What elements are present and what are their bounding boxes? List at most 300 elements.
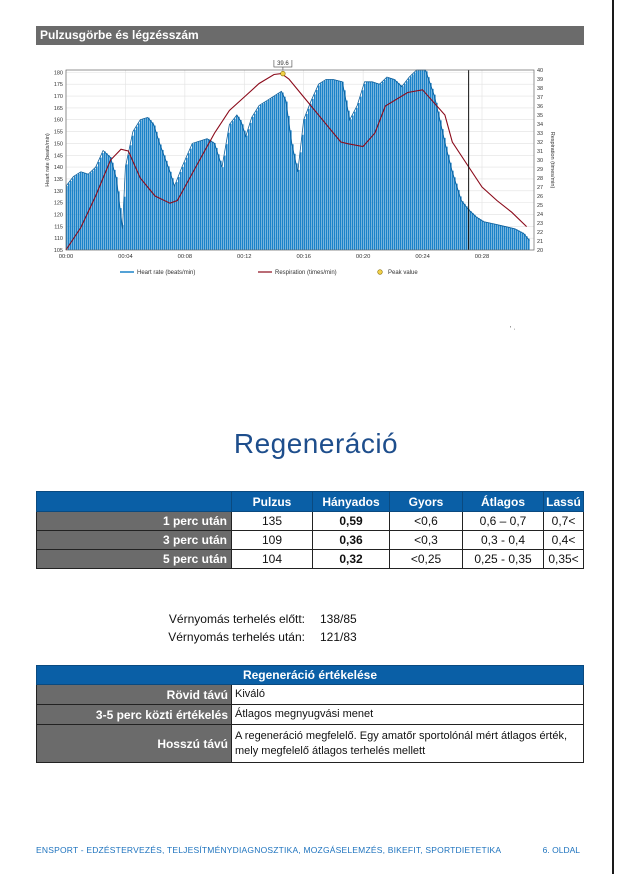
heart-rate-bar xyxy=(506,227,508,250)
heart-rate-bar xyxy=(328,79,330,250)
heart-rate-bar xyxy=(262,104,264,250)
header-gyors: Gyors xyxy=(390,492,463,512)
x-tick-label: 00:00 xyxy=(58,254,74,260)
heart-rate-bar xyxy=(108,155,110,250)
heart-rate-bar xyxy=(422,70,424,250)
heart-rate-bar xyxy=(218,154,220,250)
heart-rate-bar xyxy=(190,149,192,250)
heart-rate-bar xyxy=(286,102,288,250)
heart-rate-bar xyxy=(226,144,228,250)
heart-rate-bar xyxy=(492,224,494,250)
heart-rate-bar xyxy=(128,155,130,250)
heart-rate-bar xyxy=(396,81,398,250)
heart-rate-bar xyxy=(186,158,188,250)
heart-rate-bar xyxy=(322,82,324,250)
heart-rate-bar xyxy=(264,102,266,250)
legend-heart-rate-label: Heart rate (beats/min) xyxy=(137,270,196,276)
heart-rate-bar xyxy=(444,138,446,250)
heart-rate-bar xyxy=(142,119,144,250)
y-left-tick-label: 140 xyxy=(53,165,63,172)
heart-rate-bar xyxy=(312,99,314,250)
heart-rate-bar xyxy=(392,79,394,250)
heart-rate-bar xyxy=(288,116,290,250)
heart-rate-bar xyxy=(240,120,242,250)
y-right-tick-label: 32 xyxy=(537,140,544,146)
heart-rate-bar xyxy=(412,74,414,250)
heart-rate-bar xyxy=(378,84,380,250)
y-left-tick-label: 110 xyxy=(54,236,63,243)
heart-rate-bar xyxy=(440,120,442,250)
heart-rate-bar xyxy=(350,119,352,250)
heart-rate-bar xyxy=(276,95,278,250)
heart-rate-bar xyxy=(140,120,142,250)
bp-before-row xyxy=(165,612,425,628)
heart-rate-bar xyxy=(92,171,94,250)
heart-rate-bar xyxy=(438,112,440,250)
eval-value: Kiváló xyxy=(232,685,584,705)
heart-rate-bar xyxy=(326,79,328,250)
heart-rate-bar xyxy=(80,172,82,250)
heart-rate-bar xyxy=(424,70,426,250)
table-row xyxy=(37,550,584,569)
heart-rate-bar xyxy=(182,167,184,250)
atlagos-cell: 0,25 - 0,35 xyxy=(463,550,544,569)
heart-rate-bar xyxy=(456,184,458,250)
y-right-tick-label: 21 xyxy=(537,239,544,245)
heart-rate-bar xyxy=(236,116,238,250)
table-row xyxy=(37,531,584,550)
heart-rate-bar xyxy=(454,177,456,250)
heart-rate-bar xyxy=(474,215,476,250)
heart-rate-bar xyxy=(302,135,304,250)
eval-header-row xyxy=(37,666,584,685)
heart-rate-bar xyxy=(404,84,406,250)
heart-rate-bar xyxy=(520,232,522,250)
heart-rate-bar xyxy=(426,71,428,250)
heart-rate-bar xyxy=(256,111,258,250)
heart-rate-bar xyxy=(168,166,170,250)
heart-rate-bar xyxy=(104,151,106,250)
y-right-tick-label: 29 xyxy=(537,167,544,173)
heart-rate-bar xyxy=(172,178,174,250)
heart-rate-bar xyxy=(146,118,148,250)
heart-rate-bar xyxy=(398,83,400,250)
heart-rate-bar xyxy=(490,223,492,250)
heart-rate-bar xyxy=(466,206,468,250)
heart-rate-bar xyxy=(296,163,298,250)
y-right-tick-label: 23 xyxy=(537,221,544,227)
heart-rate-bar xyxy=(476,217,478,250)
row-label: 3 perc után xyxy=(37,531,232,550)
heart-rate-bar xyxy=(110,157,112,250)
y-left-tick-label: 145 xyxy=(53,153,63,160)
heart-rate-bar xyxy=(516,229,518,250)
row-label: 1 perc után xyxy=(37,512,232,531)
heart-rate-bar xyxy=(470,211,472,250)
heart-rate-bar xyxy=(338,81,340,250)
section-title: Pulzusgörbe és légzésszám xyxy=(36,26,584,45)
eval-label: Hosszú távú xyxy=(37,725,232,763)
heart-rate-bar xyxy=(410,76,412,250)
header-lassu: Lassú xyxy=(544,492,584,512)
heart-rate-bar xyxy=(366,82,368,250)
heart-rate-bar xyxy=(360,97,362,250)
heart-rate-bar xyxy=(208,139,210,250)
stray-mark: ' · xyxy=(510,326,516,333)
heart-rate-bar xyxy=(496,224,498,250)
heart-rate-bar xyxy=(358,103,360,250)
heart-rate-bar xyxy=(460,196,462,250)
heart-rate-bar xyxy=(500,225,502,250)
row-label: 5 perc után xyxy=(37,550,232,569)
heart-rate-bar xyxy=(242,124,244,250)
heart-rate-bar xyxy=(76,175,78,250)
heart-rate-bar xyxy=(114,170,116,250)
heart-rate-bar xyxy=(308,109,310,250)
atlagos-cell: 0,3 - 0,4 xyxy=(463,531,544,550)
bp-after-label: Vérnyomás terhelés után: xyxy=(168,630,305,644)
heart-rate-bar xyxy=(282,93,284,250)
legend-peak-label: Peak value xyxy=(388,270,418,276)
y-right-tick-label: 34 xyxy=(537,122,544,128)
header-pulzus: Pulzus xyxy=(232,492,313,512)
heart-rate-bar xyxy=(86,173,88,250)
hanyados-cell: 0,36 xyxy=(313,531,390,550)
heart-rate-bar xyxy=(432,89,434,250)
heart-rate-bar xyxy=(234,119,236,250)
lassu-cell: 0,4< xyxy=(544,531,584,550)
heart-rate-bar xyxy=(452,171,454,250)
y-right-tick-label: 35 xyxy=(537,113,544,119)
y-left-tick-label: 130 xyxy=(53,188,63,195)
heart-rate-bar xyxy=(306,114,308,250)
y-left-tick-label: 155 xyxy=(53,129,63,136)
heart-rate-bar xyxy=(154,126,156,250)
y-right-tick-label: 39 xyxy=(537,77,544,83)
heart-rate-bar xyxy=(512,228,514,250)
heart-rate-bar xyxy=(300,152,302,250)
bp-before-label: Vérnyomás terhelés előtt: xyxy=(168,612,305,626)
heart-rate-bar xyxy=(290,130,292,250)
heart-rate-bar xyxy=(214,143,216,250)
heart-rate-bar xyxy=(380,84,382,250)
heart-rate-bar xyxy=(362,90,364,250)
heart-rate-bar xyxy=(478,218,480,250)
heart-rate-bar xyxy=(164,155,166,250)
heart-rate-bar xyxy=(266,101,268,250)
x-tick-label: 00:12 xyxy=(237,254,252,260)
heart-rate-bar xyxy=(446,147,448,250)
heart-rate-respiration-chart xyxy=(40,60,560,285)
bp-after-row xyxy=(165,630,425,646)
heart-rate-bar xyxy=(418,70,420,250)
heart-rate-bar xyxy=(352,115,354,250)
x-tick-label: 00:04 xyxy=(118,254,133,260)
heart-rate-bar xyxy=(342,82,344,250)
heart-rate-bar xyxy=(356,108,358,250)
y-right-tick-label: 24 xyxy=(537,212,544,218)
heart-rate-bar xyxy=(324,81,326,250)
heart-rate-bar xyxy=(224,156,226,250)
y-right-tick-label: 37 xyxy=(537,95,544,101)
heart-rate-bar xyxy=(102,153,104,250)
y-left-tick-label: 180 xyxy=(53,70,63,77)
heart-rate-bar xyxy=(274,96,276,250)
table-row xyxy=(37,512,584,531)
heart-rate-bar xyxy=(354,112,356,250)
heart-rate-bar xyxy=(488,223,490,250)
heart-rate-bar xyxy=(428,77,430,250)
heart-rate-bar xyxy=(68,184,70,250)
y-right-tick-label: 40 xyxy=(537,68,544,74)
y-right-axis-label: Respiration (times/min) xyxy=(549,131,555,189)
heart-rate-bar xyxy=(524,234,526,250)
heart-rate-bar xyxy=(510,228,512,250)
heart-rate-bar xyxy=(334,80,336,250)
legend-peak-swatch xyxy=(378,270,383,275)
heart-rate-bar xyxy=(206,139,208,250)
heart-rate-bar xyxy=(112,163,114,250)
heart-rate-bar xyxy=(408,79,410,250)
y-left-tick-label: 165 xyxy=(53,105,63,112)
heart-rate-bar xyxy=(400,85,402,250)
y-left-tick-label: 135 xyxy=(53,176,63,183)
heart-rate-bar xyxy=(406,81,408,250)
legend-respiration-label: Respiration (times/min) xyxy=(275,270,337,276)
heart-rate-bar xyxy=(188,153,190,250)
header-hanyados: Hányados xyxy=(313,492,390,512)
heart-rate-bar xyxy=(368,82,370,250)
table-row xyxy=(37,705,584,725)
heart-rate-bar xyxy=(84,173,86,250)
pulzus-cell: 104 xyxy=(232,550,313,569)
heart-rate-bar xyxy=(176,182,178,250)
heart-rate-bar xyxy=(482,221,484,250)
gyors-cell: <0,6 xyxy=(390,512,463,531)
x-tick-label: 00:16 xyxy=(296,254,311,260)
heart-rate-bar xyxy=(136,127,138,250)
heart-rate-bar xyxy=(180,172,182,250)
footer-page-number: 6. OLDAL xyxy=(542,845,580,855)
heart-rate-bar xyxy=(472,213,474,250)
y-left-axis-label: Heart rate (beats/min) xyxy=(45,133,51,187)
atlagos-cell: 0,6 – 0,7 xyxy=(463,512,544,531)
heart-rate-bar xyxy=(522,233,524,250)
heart-rate-bar xyxy=(82,172,84,250)
y-right-tick-label: 33 xyxy=(537,131,544,137)
eval-label: 3-5 perc közti értékelés xyxy=(37,705,232,725)
heart-rate-bar xyxy=(320,83,322,250)
x-tick-label: 00:28 xyxy=(474,254,490,260)
heart-rate-bar xyxy=(280,92,282,250)
heart-rate-bar xyxy=(98,162,100,250)
y-right-tick-label: 30 xyxy=(537,158,544,164)
heart-rate-bar xyxy=(250,123,252,250)
header-atlagos: Átlagos xyxy=(463,492,544,512)
heart-rate-bar xyxy=(386,78,388,250)
eval-table-title: Regeneráció értékelése xyxy=(37,666,584,685)
y-left-tick-label: 150 xyxy=(53,141,63,148)
heart-rate-bar xyxy=(514,229,516,250)
heart-rate-bar xyxy=(232,121,234,250)
regeneration-title: Regeneráció xyxy=(233,428,399,459)
heart-rate-bar xyxy=(390,78,392,250)
heart-rate-bar xyxy=(420,70,422,250)
heart-rate-bar xyxy=(394,79,396,250)
heart-rate-bar xyxy=(228,133,230,250)
eval-label: Rövid távú xyxy=(37,685,232,705)
heart-rate-bar xyxy=(210,141,212,250)
heart-rate-bar xyxy=(292,144,294,250)
table-row xyxy=(37,685,584,705)
heart-rate-bar xyxy=(294,154,296,250)
heart-rate-bar xyxy=(340,81,342,250)
heart-rate-bar xyxy=(314,94,316,250)
heart-rate-bar xyxy=(132,136,134,250)
heart-rate-bar xyxy=(150,120,152,250)
heart-rate-bar xyxy=(174,185,176,250)
y-right-tick-label: 38 xyxy=(537,86,544,92)
heart-rate-bar xyxy=(310,104,312,250)
heart-rate-bar xyxy=(434,95,436,250)
heart-rate-bar xyxy=(166,161,168,250)
heart-rate-bar xyxy=(96,166,98,250)
y-left-tick-label: 170 xyxy=(53,94,63,101)
x-tick-label: 00:20 xyxy=(355,254,371,260)
heart-rate-bar xyxy=(414,73,416,250)
footer-company: ENSPORT - EDZÉSTERVEZÉS, TELJESÍTMÉNYDIAGNOSZTIKA, MOZGÁSELEMZÉS, BIKEFIT, SPORTDIETETIKA xyxy=(36,845,502,855)
table-row xyxy=(37,725,584,763)
heart-rate-bar xyxy=(130,145,132,250)
heart-rate-bar xyxy=(194,143,196,250)
heart-rate-bar xyxy=(78,174,80,250)
heart-rate-bar xyxy=(284,97,286,250)
heart-rate-bar xyxy=(518,230,520,250)
heart-rate-bar xyxy=(376,83,378,250)
heart-rate-bar xyxy=(486,222,488,250)
y-right-tick-label: 22 xyxy=(537,230,544,236)
heart-rate-bar xyxy=(94,169,96,250)
header-blank xyxy=(37,492,232,512)
heart-rate-bar xyxy=(336,80,338,250)
heart-rate-bar xyxy=(100,158,102,250)
y-right-tick-label: 31 xyxy=(537,149,544,155)
bp-before-value: 138/85 xyxy=(320,612,357,626)
heart-rate-bar xyxy=(198,142,200,250)
heart-rate-bar xyxy=(448,155,450,250)
heart-rate-bar xyxy=(90,173,92,250)
heart-rate-bar xyxy=(318,85,320,250)
heart-rate-series xyxy=(66,70,530,250)
heart-rate-bar xyxy=(270,99,272,250)
eval-value: Átlagos megnyugvási menet xyxy=(232,705,584,725)
hanyados-cell: 0,32 xyxy=(313,550,390,569)
heart-rate-bar xyxy=(344,90,346,250)
y-left-tick-label: 105 xyxy=(53,248,63,254)
heart-rate-bar xyxy=(278,94,280,250)
heart-rate-bar xyxy=(382,82,384,250)
y-right-tick-label: 26 xyxy=(537,194,544,200)
y-left-tick-label: 115 xyxy=(54,224,63,231)
heart-rate-bar xyxy=(74,176,76,250)
heart-rate-bar xyxy=(494,224,496,250)
heart-rate-bar xyxy=(192,144,194,250)
heart-rate-bar xyxy=(252,117,254,250)
heart-rate-bar xyxy=(430,83,432,250)
y-left-tick-label: 175 xyxy=(53,82,63,89)
heart-rate-bar xyxy=(152,122,154,250)
heart-rate-bar xyxy=(230,124,232,250)
heart-rate-bar xyxy=(442,129,444,250)
bp-after-value: 121/83 xyxy=(320,630,357,644)
heart-rate-bar xyxy=(160,145,162,250)
y-left-tick-label: 125 xyxy=(53,200,63,207)
regeneration-evaluation-table xyxy=(36,665,584,763)
heart-rate-bar xyxy=(464,204,466,250)
heart-rate-bar xyxy=(216,148,218,250)
heart-rate-bar xyxy=(374,82,376,250)
heart-rate-bar xyxy=(212,142,214,250)
heart-rate-bar xyxy=(402,86,404,250)
heart-rate-bar xyxy=(178,177,180,250)
x-tick-label: 00:24 xyxy=(415,254,430,260)
heart-rate-bar xyxy=(244,131,246,250)
heart-rate-bar xyxy=(370,82,372,250)
peak-value-label: 39.6 xyxy=(277,61,289,67)
heart-rate-bar xyxy=(450,163,452,250)
heart-rate-bar xyxy=(346,100,348,250)
heart-rate-bar xyxy=(272,97,274,250)
heart-rate-bar xyxy=(504,226,506,250)
heart-rate-bar xyxy=(498,225,500,250)
lassu-cell: 0,7< xyxy=(544,512,584,531)
heart-rate-bar xyxy=(196,142,198,250)
eval-value: A regeneráció megfelelő. Egy amatőr sportolónál mért átlagos érték, mely megfelelő átlagos terhelés mellett xyxy=(232,725,584,763)
hanyados-cell: 0,59 xyxy=(313,512,390,531)
table-header-row xyxy=(37,492,584,512)
heart-rate-bar xyxy=(184,162,186,250)
heart-rate-bar xyxy=(372,82,374,250)
heart-rate-bar xyxy=(170,172,172,250)
heart-rate-bar xyxy=(258,107,260,250)
heart-rate-bar xyxy=(436,103,438,250)
heart-rate-bar xyxy=(148,118,150,250)
heart-rate-bar xyxy=(458,190,460,250)
heart-rate-bar xyxy=(202,140,204,250)
y-left-tick-label: 160 xyxy=(53,117,63,124)
heart-rate-bar xyxy=(248,129,250,250)
gyors-cell: <0,3 xyxy=(390,531,463,550)
heart-rate-bar xyxy=(298,170,300,250)
heart-rate-bar xyxy=(304,119,306,250)
pulzus-cell: 109 xyxy=(232,531,313,550)
heart-rate-bar xyxy=(330,79,332,250)
gyors-cell: <0,25 xyxy=(390,550,463,569)
heart-rate-bar xyxy=(348,111,350,250)
heart-rate-bar xyxy=(480,219,482,250)
heart-rate-bar xyxy=(70,181,72,250)
y-right-tick-label: 20 xyxy=(537,248,544,254)
y-left-tick-label: 120 xyxy=(53,212,63,219)
heart-rate-bar xyxy=(156,132,158,250)
y-right-tick-label: 36 xyxy=(537,104,544,110)
heart-rate-bar xyxy=(364,84,366,250)
heart-rate-bar xyxy=(204,140,206,250)
heart-rate-bar xyxy=(508,227,510,250)
heart-rate-bar xyxy=(126,164,128,250)
x-tick-label: 00:08 xyxy=(177,254,193,260)
heart-rate-bar xyxy=(246,136,248,250)
